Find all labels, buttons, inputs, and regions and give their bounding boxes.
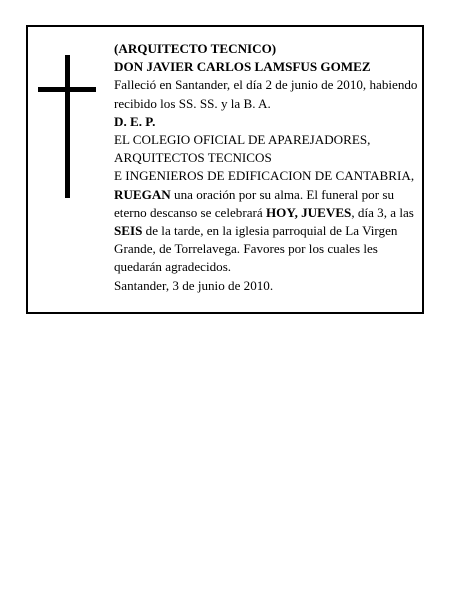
cross-vertical-bar <box>65 55 70 198</box>
death-notice-text: Falleció en Santander, el día 2 de junio de 2010, habiendo recibido los SS. SS. y la B. A. <box>114 77 418 111</box>
organization-line-2: E INGENIEROS DE EDIFICACION DE CANTABRIA, <box>114 168 415 184</box>
request-text-3: de la tarde, en la iglesia parroquial de La Virgen Grande, de Torrelavega. Favores por los cuales les quedarán agradecidos. <box>114 223 398 275</box>
funeral-hour: SEIS <box>114 223 143 239</box>
request-text-1: una oración por su alma. El funeral por su eterno descanso se celebrará <box>114 186 395 220</box>
place-date-line: Santander, 3 de junio de 2010. <box>114 277 274 293</box>
request-verb: RUEGAN <box>114 186 171 202</box>
latin-cross-icon <box>38 55 96 198</box>
funeral-request-paragraph <box>114 186 420 277</box>
notice-text <box>114 40 420 295</box>
organization-line-1: EL COLEGIO OFICIAL DE APAREJADORES, ARQUITECTOS TECNICOS <box>114 132 371 166</box>
funeral-day: HOY, JUEVES <box>265 204 352 220</box>
profession-line: (ARQUITECTO TECNICO) <box>114 41 277 56</box>
cross-horizontal-bar <box>38 87 96 92</box>
obituary-notice <box>26 25 424 314</box>
deceased-name: DON JAVIER CARLOS LAMSFUS GOMEZ <box>114 59 371 75</box>
request-text-2: , día 3, a las <box>351 204 414 220</box>
dep-line: D. E. P. <box>114 113 156 129</box>
